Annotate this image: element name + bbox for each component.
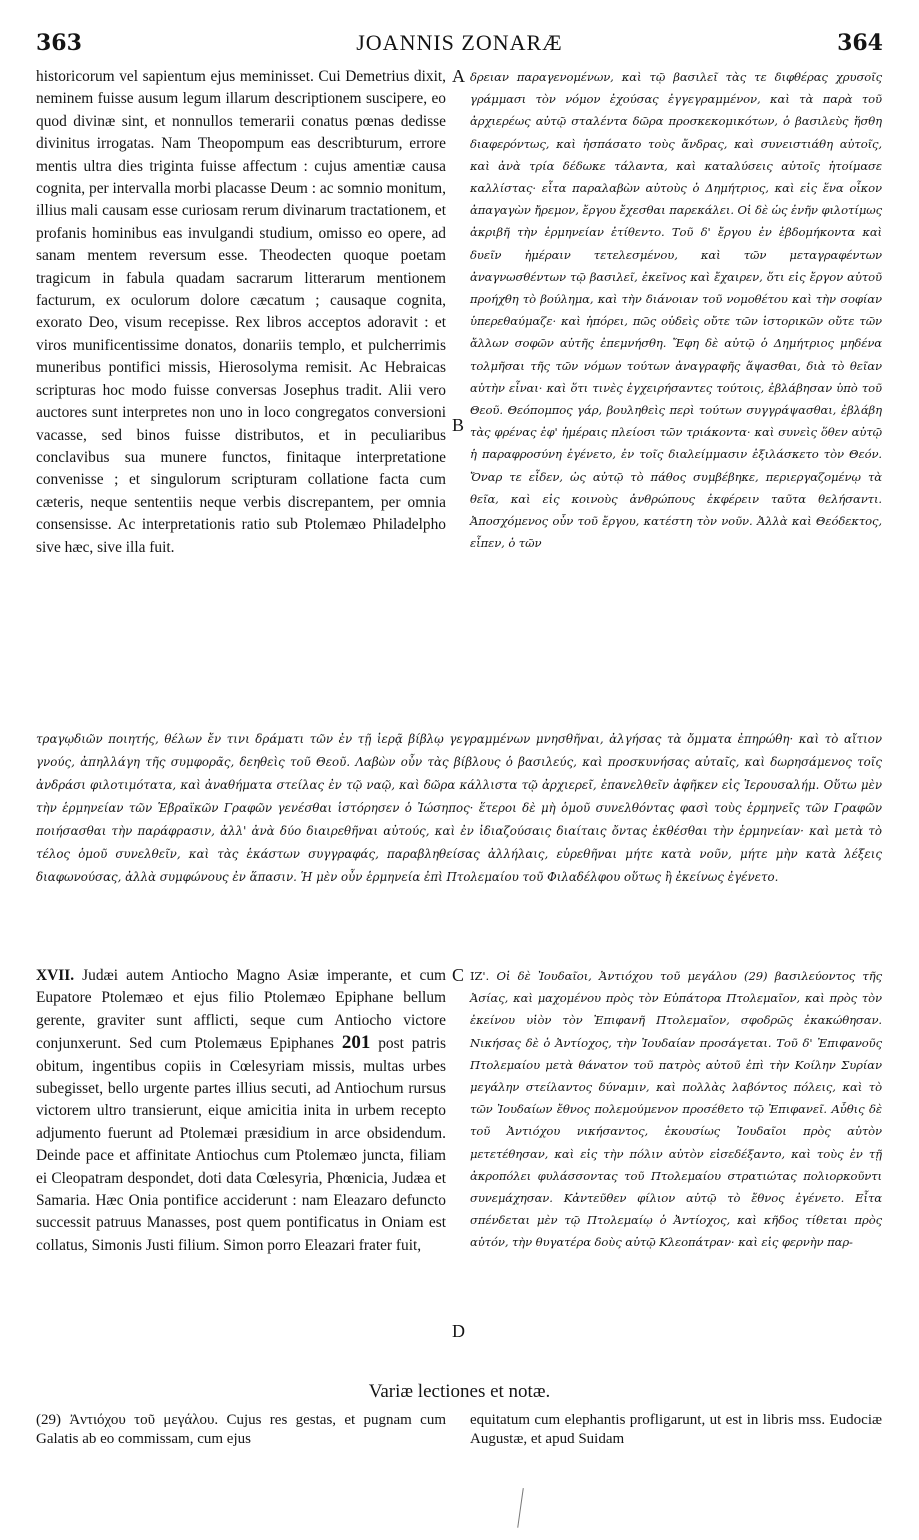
latin-section-text-b: post patris obitum, ingentibus copiis in Cœlesyriam missis, multas urbes subegisset, bello urgente partes illius secuti, ad Antiochum rursus victorem ultro transierunt, eique amicitia inita in urbem recepto adjumento fuerunt ad Ptolemæi præsidium in arce obsidendum. Deinde pace et affinitate Antiochus cum Ptolemæo juncta, filiam ei Cleopatram despondet, doti data Cœlesyria, Phœnicia, Judæa et Samaria. Hæc Onia pontifice acciderunt : nam Eleazaro defuncto successit patruus Manasses, post quem pontificatus in Oniam est collatus, Simonis Justi filium. Simon porro Eleazari frater fuit, — [36, 1035, 446, 1254]
latin-section-number: XVII. — [36, 967, 75, 984]
notes-heading: Variæ lectiones et notæ. — [368, 1381, 551, 1402]
latin-section-text-a: Judæi autem Antiocho Magno Asiæ imperante, et cum Eupatore Ptolemæo et ejus filio Ptolemæo Epiphane bellum gerente, graviter sunt afflicti, seque cum Antiocho victore conjunxerunt. Sed cum Ptolemæus Epiphanes — [36, 967, 446, 1053]
latin-column-top: historicorum vel sapientum ejus meminisset. Cui Demetrius dixit, neminem fuisse ausum legum illarum descriptionem suscipere, eo quod divinæ sint, et nonnullos temerarii conatus pœnas dedisse divinitus irrogatas. Nam Theopompum eas describturum, errore mentis ultra dies triginta fuisse affectum : cujus amentiæ causa cognita, per intervalla morbi placasse Deum : ac somnio monitum, illius mali causam esse curiosam rerum divinarum tractationem, et profanis hominibus eas invulgandi studium, omisso eo opere, ad sanam mentem reversum esse. Theodecten quoque poetam tragicum in fabula quadam sacrarum litterarum mentionem facturum, ex oculorum dolore cæcatum ; causaque cognita, exorato Deo, visum recepisse. Rex libros acceptos adoravit : et viros munificentissime donatos, donariis templo, et pulcherrimis muneribus pontifici missis, Hierosolyma remisit. Ac Hebraicas scripturas hoc modo fuisse conversas Josephus tradit. Alii vero auctores sunt interpretes non uno in loco congregatos conversioni vacasse, sed binos fuisse distributos, et in peculiaribus conclavibus sua munere functos, finitaque interpretatione convenisse ; et singulorum scripturam collatione facta cum cæteris, neque sententiis neque verbis discrepantem, per omnia consensisse. Ac interpretationis ratio sub Ptolemæo Philadelpho sive hæc, sive illa fuit. — [36, 68, 446, 556]
margin-marker-c: C — [452, 965, 465, 985]
note-right: equitatum cum elephantis profligarunt, ut est in libris mss. Eudociæ Augustæ, et apud Suidam — [470, 1412, 882, 1447]
greek-section-text: Οἱ δὲ Ἰουδαῖοι, Ἀντιόχου τοῦ μεγάλου (29) βασιλεύοντος τῆς Ἀσίας, καὶ μαχομένου πρὸς τὸν Εὐπάτορα Πτολεμαῖον, καὶ πρὸς τὸν ἐκείνου υἱὸν τὸν Ἐπιφανῆ Πτολεμαῖον, σφοδρῶς ἐκακώθησαν. Νικήσας δὲ ὁ Ἀντίοχος, τὴν Ἰουδαίαν προσάγεται. Τοῦ δ' Ἐπιφανοῦς Πτολεμαίου μετὰ θάνατον τοῦ πατρὸς αὐτοῦ ἐπὶ τὴν Κοίλην Συρίαν μεγάλην στείλαντος δύναμιν, καὶ πολλὰς λαβόντος πόλεις, καὶ τὸ τῶν Ἰουδαίων ἔθνος πολεμούμενον προσέθετο τῷ Ἐπιφανεῖ. Αὖθις δὲ τοῦ Ἀντιόχου νικήσαντος, ἑκουσίως Ἰουδαῖοι πρὸς αὐτὸν μετετέθησαν, καὶ εἰς τὴν πόλιν αὐτὸν εἰσεδέξαντο, καὶ τοὺς ἐν τῇ ἀκροπόλει φυλάσσοντας τοῦ Πτολεμαίου στρατιώτας πολιορκοῦντι συνεμάχησαν. Κἀντεῦθεν φίλιον αὐτῷ τὸ ἔθνος ἐγένετο. Εἶτα σπένδεται μὲν τῷ Πτολεμαίῳ ὁ Ἀντίοχος, καὶ κῆδος τίθεται πρὸς αὐτόν, τὴν θυγατέρα δοὺς αὐτῷ Κλεοπάτραν· καὶ εἰς φερνὴν παρ- — [470, 969, 882, 1250]
margin-marker-a: A — [452, 66, 465, 86]
note-left: (29) Ἀντιόχου τοῦ μεγάλου. Cujus res gestas, et pugnam cum Galatis ab eo commissam, cum ejus — [36, 1412, 446, 1447]
greek-section-number: ΙΖ'. — [470, 969, 490, 983]
running-header — [36, 30, 883, 62]
greek-column-bottom — [470, 965, 882, 1254]
page-reference-number: 201 — [341, 1032, 371, 1054]
latin-column-bottom — [36, 965, 446, 1257]
right-page-number: 364 — [837, 30, 883, 56]
margin-marker-b: B — [452, 415, 465, 435]
left-page-number: 363 — [36, 30, 82, 56]
greek-full-width-block: τραγῳδιῶν ποιητής, θέλων ἔν τινι δράματι τῶν ἐν τῇ ἱερᾷ βίβλῳ γεγραμμένων μνησθῆναι, ἀλγήσας τὰ ὄμματα ἐπηρώθη· καὶ τὸ αἴτιον γνούς, ἀπηλλάγη τῆς συμφορᾶς, δεηθεὶς τοῦ Θεοῦ. Λαβὼν οὖν τὰς βίβλους ὁ βασιλεύς, καὶ προσκυνήσας αὐταῖς, καὶ δωρησάμενος τοῖς ἀνδράσι φιλοτιμότατα, καὶ ἀναθήματα στείλας ἐν τῷ ναῷ, καὶ δῶρα κάλλιστα τῷ ἀρχιερεῖ, ἐπανελθεῖν ἀφῆκεν εἰς Ἱερουσαλήμ. Οὕτω μὲν τὴν ἑρμηνείαν τῶν Ἑβραϊκῶν Γραφῶν γενέσθαι ἱστόρησεν ὁ Ἰώσηπος· ἕτεροι δὲ μὴ ὁμοῦ συνελθόντας φασὶ τοὺς ἑρμηνεῖς τῶν Γραφῶν ποιήσασθαι τὴν παράφρασιν, ἀλλ' ἀνὰ δύο διαιρεθῆναι αὐτούς, καὶ ἐν ἰδιαζούσαις διαίταις ὄντας ἐκθέσθαι τὴν ἑρμηνείαν· καὶ μετὰ τὸ τέλος ὁμοῦ συνελθεῖν, καὶ τὰς ἑκάστων συγγραφάς, παραβληθείσας ἀλλήλαις, εὑρεθῆναι μήτε κατὰ νοῦν, μήτε μὴν κατὰ λέξεις διαφωνούσας, ἀλλὰ συμφώνους ἐν ἅπασιν. Ἡ μὲν οὖν ἑρμηνεία ἐπὶ Πτολεμαίου τοῦ Φιλαδέλφου οὕτως ἢ ἐκείνως ἐγένετο. — [36, 732, 882, 884]
margin-mark — [517, 1488, 525, 1528]
running-title: JOANNIS ZONARÆ — [356, 30, 563, 55]
greek-column-top: δρειαν παραγενομένων, καὶ τῷ βασιλεῖ τὰς τε διφθέρας χρυσοῖς γράμμασι τὸν νόμον ἐχούσας ἐγγεγραμμένον, καὶ τὰ παρὰ τοῦ ἀρχιερέως αὐτῷ σταλέντα δῶρα προσκεκομικότων, ὁ βασιλεὺς ἥσθη διαφερόντως, καὶ ἠσπάσατο τοὺς ἄνδρας, καὶ συνειστιάθη αὐτοῖς, καὶ ἀνὰ τρία δέδωκε τάλαντα, καὶ καταλύσεις αὐτοῖς ἡτοίμασε καλλίστας· εἶτα παραλαβὼν αὐτοὺς ὁ Δημήτριος, καὶ εἰς ἕνα οἶκον ἀπαγαγὼν ἤρεμον, ἔργου ἔχεσθαι παρεκάλει. Οἱ δὲ ὡς ἐνῆν φιλοτίμως ἀκριβῆ τὴν ἑρμηνείαν ἐτίθεντο. Τοῦ δ' ἔργου ἐν ἑβδομήκοντα καὶ δυεῖν ἡμέραιν τετελεσμένου, καὶ τῶν μεταγραφέντων ἀναγνωσθέντων τῷ βασιλεῖ, ἐκεῖνος καὶ ἔχαιρεν, ὅτι εἰς ἔργον αὐτοῦ προήχθη τὸ βούλημα, καὶ τὴν διάνοιαν τοῦ νομοθέτου καὶ τὴν σοφίαν ὑπερεθαύμαζε· καὶ ἠπόρει, πῶς οὐδεὶς οὔτε τῶν ἱστορικῶν οὔτε τῶν ἄλλων σοφῶν αὐτῆς ἐπεμνήσθη. Ἔφη δὲ αὐτῷ ὁ Δημήτριος μηδένα τολμῆσαι τῆς τῶν νόμων τούτων ἀναγραφῆς ἅψασθαι, διὰ τὸ θεῖαν αὐτὴν εἶναι· καὶ ὅτι τινὲς ἐγχειρήσαντες τούτοις, ἐβλάβησαν ὑπὸ τοῦ Θεοῦ. Θεόπομπος γάρ, βουληθεὶς περὶ τούτων συγγράψασθαι, ἐβλάβη τὰς φρένας ἐφ' ἡμέραις πλείοσι τῶν τριάκοντα· καὶ συνεὶς ὅθεν αὐτῷ ἡ παραφροσύνη ἐγένετο, ἐν τοῖς διαλείμμασιν ἐξιλάσκετο τὸν Θεόν. Ὄναρ τε εἶδεν, ὡς αὐτῷ τὸ πάθος συμβέβηκε, περιεργαζομένῳ τὰ θεῖα, καὶ εἰς κοινοὺς ἀνθρώπους ἐκφέρειν ταῦτα θελήσαντι. Ἀποσχόμενος οὖν τοῦ ἔργου, κατέστη τὸν νοῦν. Ἀλλὰ καὶ Θεόδεκτος, εἶπεν, ὁ τῶν — [470, 70, 882, 551]
margin-marker-d: D — [452, 1321, 465, 1341]
